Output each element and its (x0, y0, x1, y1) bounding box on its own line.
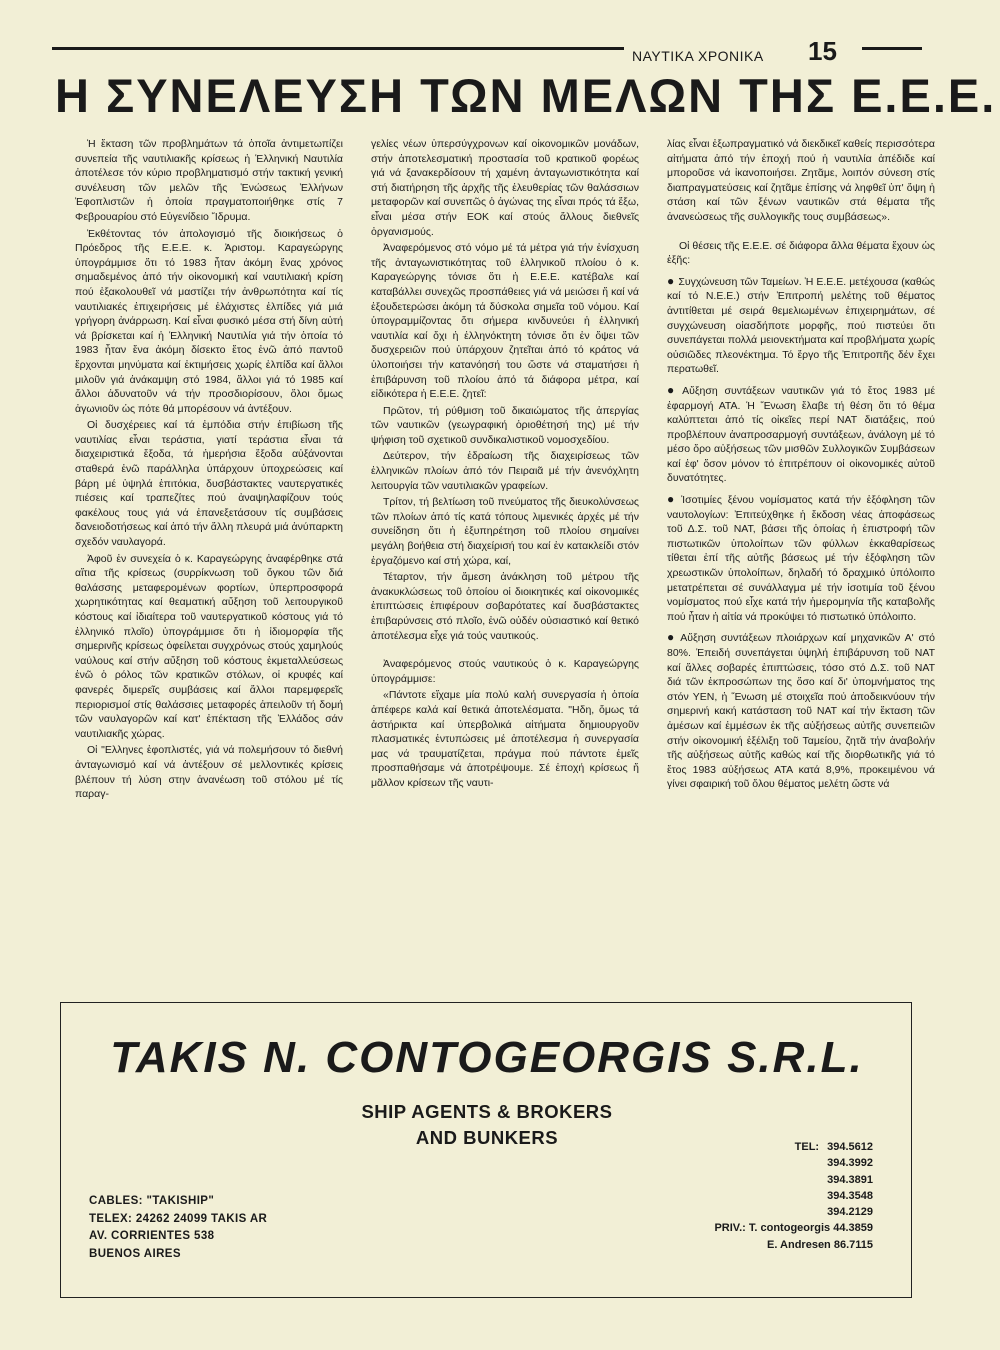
article-title: Η ΣΥΝΕΛΕΥΣΗ ΤΩΝ ΜΕΛΩΝ ΤΗΣ Ε.Ε.Ε. (55, 69, 997, 122)
paragraph: Οἱ "Ελληνες ἐφοπλιστές, γιά νά πολεμήσουν τό διεθνή ἀνταγωνισμό καί νά ἀντέξουν σέ μελλοντικές κρίσεις βλέπουν τή λύση στην ἀνανέωση τοῦ στόλου μέ τίς παραγ- (75, 744, 343, 801)
paragraph: Τέταρτον, τήν ἄμεση ἀνάκληση τοῦ μέτρου τῆς ἀνακυκλώσεως τοῦ ὁποίου οἱ διοικητικές καί οἰκονομικές ἐπιπτώσεις ἐπιφέρουν σοβαρότατες καί δυσβάστακτες ἐπιβαρύνσεις στό πλοῖο, ἐνῶ οὐδέν οὐσιαστικό καί θετικό ἀποτέλεσμα εἶχε γιά τούς ναυτικούς. (371, 571, 639, 642)
paragraph: γελίες νέων ὑπερσύγχρονων καί οἰκονομικῶν μονάδων, στήν ἀποτελεσματική προστασία τοῦ κρατικοῦ φορέως γιά νά ξανακερδίσουν τή χαμένη ἀνταγωνιστικότητα καί στή διατήρηση τῆς ἀρχῆς τῆς ἐλευθερίας τῶν θαλάσσιων μεταφορῶν καί συνεπῶς ὁ ἀγώνας της εἶναι πρός τά ἔξω, εἶναι μέσα στήν ΕΟΚ καί στούς ἄλλους διεθνεῖς ὀργανισμούς. (371, 138, 639, 238)
paragraph: «Πάντοτε εἴχαμε μία πολύ καλή συνεργασία ἡ ὁποία ἀπέφερε καλά καί θετικά ἀποτελέσματα. "Ηδη, ὅμως τά ἀστήρικτα καί ὑπερβολικά αἰτήματα δημιουργοῦν πλασματικές ἐντυπώσεις μέ ἀποτέλεσμα ἡ συνεργασία μας νά τραυματίζεται, πράγμα πού πάντοτε ἐμεῖς προσπαθήσαμε νά ἀποτρέψουμε. Σέ ἐποχή κρίσεως ἤ μᾶλλον κρίσεων τῆς ναυτι- (371, 689, 639, 789)
masthead-rule-right (862, 47, 922, 50)
ad-telex: TELEX: 24262 24099 TAKIS AR (89, 1212, 268, 1225)
bullet-icon: ● (667, 382, 679, 397)
ad-city: BUENOS AIRES (89, 1247, 181, 1260)
magazine-name: ΝΑΥΤΙΚΑ ΧΡΟΝΙΚΑ (632, 48, 764, 64)
paragraph: Ἀναφερόμενος στό νόμο μέ τά μέτρα γιά τήν ἐνίσχυση τῆς ἀνταγωνιστικότητας τοῦ ἑλληνικοῦ πλοίου ὁ κ. Καραγεώργης τόνισε ὅτι ἡ Ε.Ε.Ε. κατέβαλε καί καταβάλλει συνεχῶς προσπάθειες γιά νά μειώσει ἤ καί νά ἐξουδετερώσει ἀκόμη τά δύσκολα σημεῖα τοῦ νόμου. Καί ὑπογραμμίζοντας ὅτι σήμερα κινδυνεύει ἡ ἑλληνική ναυτιλία καί ὄχι ἡ ἑλληνόκτητη τόνισε ὅτι ἐν ὄψει τῶν δυσχερειῶν πού ὑπάρχουν ζητεῖται ἀπό τό κράτος νά ὑλοποιήσει τήν κατανόησή του ὥστε νά σταματήσει ἡ ἐπιβάρυνση τοῦ πλοίου ἀπό τά διάφορα μέτρα, καί εἰδικότερα ἡ Ε.Ε.Ε. ζητεῖ: (371, 242, 639, 401)
article-column-1 (75, 137, 343, 969)
paragraph: Ἐκθέτοντας τόν ἀπολογισμό τῆς διοικήσεως ὁ Πρόεδρος τῆς Ε.Ε.Ε. κ. Ἀριστομ. Καραγεώργης ὑπογράμμισε ὅτι τό 1983 ἦταν ἀκόμη ἕνας χρόνος σημαδεμένος ἀπό τήν οἰκονομική καί ναυτιλιακή κρίση πού ἐξακολουθεῖ νά μαστίζει τήν ἀνθρωπότητα καί τίς ναυτιλιακές ἐπιχειρήσεις μέ ἐλάχιστες ἐλπίδες γιά μιά γρήγορη ἀνάρρωση. Καί εἶναι φυσικό μέσα στή δίνη αὐτή νά βρίσκεται καί ἡ Ἑλληνική Ναυτιλία γιά τήν ὁποία τό 1983 ἦταν ἕνα ἀκόμη δίσεκτο ἔτος ἐνῶ ἀπό παντοῦ ἔρχονται μηνύματα καί ἐκτιμήσεις χωρίς ἐλπίδα καί ἄλλοι μιλοῦν γιά ἀνάκαμψη στό 1984, ἄλλοι γιά τό 1985 καί ἄλλοι ἀδυνατοῦν νά τήν προσδιορίσουν, ὅλοι ὅμως ἀγωνιοῦν ὡς πότε θά μπορέσουν νά ἀντέξουν. (75, 227, 343, 415)
ad-tel-number: 394.3891 (827, 1173, 873, 1186)
masthead-rule-left (52, 47, 624, 50)
paragraph: Ἀφοῦ ἐν συνεχεία ὁ κ. Καραγεώργης ἀναφέρθηκε στά αἴτια τῆς κρίσεως (συρρίκνωση τοῦ ὄγκου τῶν διά θαλάσσης μεταφερομένων φορτίων, ὑπερπροσφορά χωρητικότητας καί θεαματική αὔξηση τοῦ λειτουργικοῦ κόστους καί ἰδιαίτερα τοῦ ναυτεργατικοῦ κόστους γιά τό ἑλληνικό πλοῖο) ὑπογράμμισε ὅτι ἡ ἰδιομορφία τῆς σημερινῆς κρίσεως ὀφείλεται συγχρόνως στούς χαμηλούς ναύλους καί στήν αὔξηση τοῦ κόστους ἐκμεταλλεύσεως ἐνῶ ὁ ρόλος τῶν κρατικῶν στόλων, οἱ κρυφές καί φανερές διμερεῖς συμβάσεις καί ἄλλοι παρεμφερεῖς περιορισμοί στίς θαλάσσιες μεταφορές ἀπειλοῦν τή δομή τῶν ναυλαγορῶν καί κατ' ἐπέκταση τῆς Ἑλλάδος σάν ναυτιλιακῆς χώρας. (75, 552, 343, 740)
paragraph: Ἡ ἔκταση τῶν προβλημάτων τά ὁποῖα ἀντιμετωπίζει συνεπεία τῆς ναυτιλιακῆς κρίσεως ἡ Ἑλληνική Ναυτιλία ἀποτέλεσε τόν κύριο προβληματισμό στήν τακτική γενική συνέλευση τῶν μελῶν τῆς Ἑνώσεως Ἑλλήνων Ἐφοπλιστῶν ἡ ὁποία πραγματοποιήθηκε στίς 7 Φεβρουαρίου στό Εὐγενίδειο Ἵδρυμα. (75, 138, 343, 223)
ad-tel-number: 394.3992 (827, 1157, 873, 1170)
bullet-text: Αὔξηση συντάξεων πλοιάρχων καί μηχανικῶν Α' στό 80%. Ἐπειδή συνεπάγεται ὑψηλή ἐπιβάρυνση τοῦ ΝΑΤ καί ἄλλες σοβαρές ἐπιπτώσεις, τόσο στό Δ.Σ. τοῦ ΝΑΤ διά τῶν ἐκπροσώπων της ὅσο καί δι' ὑπομνήματος της στόν ΥΕΝ, ἡ Ἕνωση μέ στοιχεῖα πού ἀποδεικνύουν τήν σημερινή κακή κατάσταση τοῦ ΝΑΤ καί τήν ἔκταση τῶν ἀμέσων καί ἐμμέσων ἐκ τῆς αὐξήσεως αὐτῆς συνεπειῶν στήν οἰκονομική ἐξέλιξη τοῦ Ταμείου, ζητᾶ τήν ἀναβολήν τῆς αὐξήσεως αὐτῆς καθώς καί τῆς διορθωτικῆς γιά τό ἔτος 1983 αὐξήσεως ΑΤΑ κατά 8,9%, προκειμένου νά γίνει σφαιρική τοῦ ὅλου θέματος μελέτη ὥστε νά (667, 632, 935, 791)
paragraph: Τρίτον, τή βελτίωση τοῦ πνεύματος τῆς διευκολύνσεως τῶν πλοίων ἀπό τίς κατά τόπους λιμενικές ἀρχές μέ τήν συνείδηση ὅτι ἡ ἐξυπηρέτηση τοῦ πλοίου σημαίνει μεγάλη βοήθεια στή διαχείρισή του καί ἐν κατακλείδι στόν ἐργαζόμενο καί στή χώρα, καί, (371, 496, 639, 567)
ad-cables: CABLES: "TAKISHIP" (89, 1195, 215, 1207)
paragraph: Δεύτερον, τήν ἑδραίωση τῆς διαχειρίσεως τῶν ἑλληνικῶν πλοίων ἀπό τόν Πειραιᾶ μέ τήν ἀνενόχλητη λειτουργία τῶν ναυτιλιακῶν γραφείων. (371, 450, 639, 492)
bullet-text: Συγχώνευση τῶν Ταμείων. Ἡ Ε.Ε.Ε. μετέχουσα (καθώς καί τό Ν.Ε.Ε.) στήν Ἐπιτροπή μελέτης τοῦ θέματος ἀντιτίθεται μέ σειρά θεμελιωμένων ἐπιχειρημάτων, σέ συγχώνευση οἱασδήποτε μορφῆς, πού πιστεύει ὅτι συνεπάγεται πολλά μειονεκτήματα καί προβλήματα χωρίς οὐσιῶδες πλεονέκτημα. Τό ἔργο τῆς Ἐπιτροπῆς δέν ἔχει περατωθεῖ. (667, 275, 935, 376)
ad-company-name: TAKIS N. CONTOGEORGIS S.R.L. (110, 1033, 864, 1082)
bullet-icon: ● (667, 492, 678, 507)
ad-address: AV. CORRIENTES 538 (89, 1230, 215, 1242)
bullet-icon: ● (667, 273, 675, 288)
bullet-paragraph (667, 492, 935, 624)
ad-tel-number: 394.5612 (827, 1141, 873, 1153)
bullet-paragraph (667, 383, 935, 486)
paragraph: λίας εἶναι ἐξωπραγματικό νά διεκδικεῖ καθείς περισσότερα αἰτήματα ἀπό τήν ἐποχή πού ἡ ναυτιλία ἀπέδιδε καί μποροῦσε νά ἱκανοποιήσει. Ζητᾶμε, λοιπόν σύνεση στίς διαπραγματεύσεις καί ζητᾶμε ἐπίσης νά ληφθεῖ ὑπ' ὄψη ἡ στάση καί τῶν ξένων ναυτικῶν στά θέματα τῆς ἀνανεώσεως τῆς συλλογικῆς τους συμβάσεως». (667, 138, 935, 223)
paragraph: Οἱ δυσχέρειες καί τά ἐμπόδια στήν ἐπιβίωση τῆς ναυτιλίας εἶναι τεράστια, γιατί τεράστια εἶναι τά διαχειριστικά ἔξοδα, τά ἡμερήσια ἔξοδα αὐξάνονται σταθερά ἐνῶ παράλληλα ὑπάρχουν ὑποχρεώσεις καί βάρη μέ ὑψηλά ἐπιτόκια, δυσβάστακτες ναυτεργατικές πιέσεις καί τραπεζίτες πού ἀναψηλαφίζουν τούς φακέλους τους γιά νά ἐπανεξετάσουν τίς συμβάσεις δανειοδοτήσεως καί ἀπό τήν ἄλλη πλευρά μιά ἀνύπαρκτη σχεδόν ναυλαγορά. (75, 419, 343, 549)
ad-tel-number: 394.2129 (827, 1206, 873, 1219)
paragraph: Ἀναφερόμενος στούς ναυτικούς ὁ κ. Καραγεώργης ὑπογράμμισε: (371, 658, 639, 685)
article-column-3 (667, 137, 935, 969)
article-column-2 (371, 137, 639, 969)
bullet-paragraph (667, 630, 935, 792)
ad-tel-line (714, 1139, 873, 1155)
ad-andresen: E. Andresen 86.7115 (767, 1238, 873, 1251)
ad-services-line-2: AND BUNKERS (415, 1127, 559, 1148)
ad-services-line-1: SHIP AGENTS & BROKERS (361, 1101, 613, 1122)
paragraph: Οἱ θέσεις τῆς Ε.Ε.Ε. σέ διάφορα ἄλλα θέματα ἔχουν ὡς ἑξῆς: (667, 239, 935, 267)
masthead (52, 36, 922, 64)
ad-tel-label: TEL: (794, 1141, 820, 1153)
bullet-text: Αὔξηση συντάξεων ναυτικῶν γιά τό ἔτος 1983 μέ ἐφαρμογή ΑΤΑ. Ἡ Ἕνωση ἔλαβε τή θέση ὅτι τό θέμα καλύπτεται ἀπό τίς οἰκεῖες περί ΝΑΤ διατάξεις, πού προβλέπουν ἀναπροσαρμογή συντάξεων, ἀνάλογη μέ τό μέσο ὅρο αὐξήσεως τῶν μισθῶν Συλλογικῶν Συμβάσεων καί ἐφ' ὅσον μόνον τό ἐπιτρέπουν οἱ οἰκονομικές αὐτοῦ δυνατότητες. (667, 384, 935, 485)
advertisement (60, 1002, 912, 1298)
page-number: 15 (808, 36, 837, 66)
bullet-icon: ● (667, 630, 677, 645)
ad-priv: PRIV.: T. contogeorgis 44.3859 (714, 1222, 873, 1235)
bullet-text: Ἰσοτιμίες ξένου νομίσματος κατά τήν ἐξόφληση τῶν ναυτολογίων: Ἐπιτεύχθηκε ἡ ἔκδοση νέας ἀποφάσεως τοῦ Δ.Σ. τοῦ ΝΑΤ, βάσει τῆς ὁποίας ἡ ἐπιστροφή τῶν πιστωτικῶν ὑπολοίπων τῶν φύλλων ἐκκαθαρίσεως τίθεται ἐπί τῆς αὐτῆς βάσεως μέ τήν ἐξόφληση τῶν χρεωστικῶν ὑπολοίπων, δηλαδή τό δραχμικό ὑπόλοιπο μετατρέπεται σέ συνάλλαγμα μέ τήν ἰσοτιμία τοῦ ξένου νομίσματος πού εἶχε κατά τήν ἡμερομηνία τῆς καταβολῆς πού ἦταν ἡ αἰτία νά προκύψει τό πιστωτικό ὑπόλοιπο. (667, 494, 935, 623)
bullet-paragraph (667, 274, 935, 377)
paragraph: Πρῶτον, τή ρύθμιση τοῦ δικαιώματος τῆς ἀπεργίας τῶν ναυτικῶν (γεωγραφική ὁριοθέτησή της) μέ τήν ψήφιση τοῦ σχετικοῦ συνδικαλιστικοῦ νομοσχεδίου. (371, 404, 639, 446)
ad-contact-block (89, 1193, 267, 1263)
article-body (75, 137, 937, 969)
ad-phone-block (714, 1139, 873, 1253)
ad-tel-number: 394.3548 (827, 1189, 873, 1202)
